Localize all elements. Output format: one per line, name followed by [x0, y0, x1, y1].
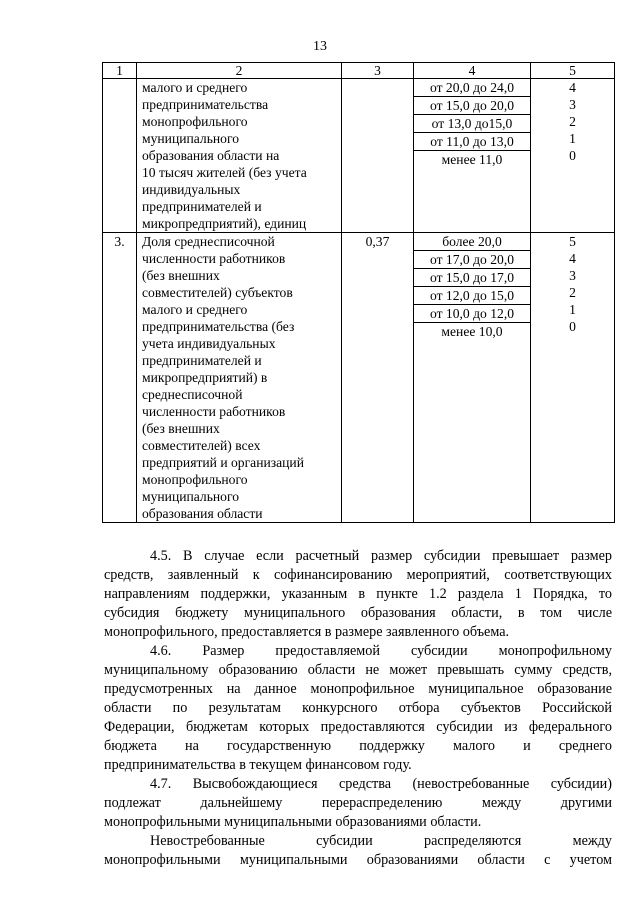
paragraph-4-7	[104, 775, 612, 832]
description-line: микропредприятий) в	[142, 370, 268, 385]
text-line: предпринимательства в текущем финансовом году.	[104, 757, 412, 773]
text-line: подлежат дальнейшему перераспределению между другими	[104, 795, 612, 811]
description-line: 10 тысяч жителей (без учета	[142, 165, 307, 180]
score-value: 1	[569, 131, 576, 146]
score-points	[531, 233, 615, 523]
description-line: предпринимателей и	[142, 353, 262, 368]
text-line: средств, заявленный к софинансированию мероприятий, соответствующих	[104, 567, 612, 583]
score-value: 5	[569, 234, 576, 249]
criterion-description	[137, 233, 342, 523]
description-line: муниципального	[142, 131, 240, 146]
range-value: от 15,0 до 20,0	[414, 97, 530, 115]
score-value: 3	[569, 268, 576, 283]
text-line: бюджета на государственную поддержку малого и среднего	[104, 738, 612, 754]
description-line: совместителей) всех	[142, 438, 261, 453]
score-value: 4	[569, 251, 576, 266]
range-value: более 20,0	[414, 233, 530, 251]
description-line: индивидуальных	[142, 182, 241, 197]
value-ranges	[414, 233, 531, 523]
range-value: менее 10,0	[441, 324, 503, 339]
description-line: малого и среднего	[142, 302, 248, 317]
description-line: малого и среднего	[142, 80, 248, 95]
text-line: монопрофильными муниципальными образованиями области с учетом	[104, 852, 612, 868]
text-line: Невостребованные субсидии распределяются между	[150, 833, 612, 849]
table-row	[103, 79, 615, 233]
header-cell: 3	[342, 63, 414, 79]
description-line: (без внешних	[142, 268, 220, 283]
description-line: предприятий и организаций	[142, 455, 304, 470]
description-line: образования области	[142, 506, 263, 521]
range-value: менее 11,0	[441, 152, 503, 167]
header-cell: 5	[531, 63, 615, 79]
criterion-description	[137, 79, 342, 233]
page-number: 13	[313, 39, 327, 54]
text-line: 4.5. В случае если расчетный размер субсидии превышает размер	[150, 548, 612, 564]
description-line: монопрофильного	[142, 114, 248, 129]
text-line: монопрофильными муниципальными образованиями области.	[104, 814, 482, 830]
paragraph-4-5	[104, 547, 612, 642]
text-line: монопрофильного, предоставляется в размере заявленного объема.	[104, 624, 510, 640]
table-header-row	[103, 63, 615, 79]
range-value: от 10,0 до 12,0	[414, 305, 530, 323]
text-line: области по результатам конкурсного отбора субъектов Российской	[104, 700, 612, 716]
range-value: от 15,0 до 17,0	[414, 269, 530, 287]
range-value: от 11,0 до 13,0	[414, 133, 530, 151]
description-line: Доля среднесписочной	[142, 234, 275, 249]
description-line: образования области на	[142, 148, 280, 163]
description-line: численности работников	[142, 404, 286, 419]
row-number	[103, 79, 137, 233]
header-cell: 4	[414, 63, 531, 79]
table-row	[103, 233, 615, 523]
text-line: 4.6. Размер предоставляемой субсидии монопрофильному	[150, 643, 612, 659]
score-value: 1	[569, 302, 576, 317]
text-line: субсидия бюджету муниципального образования области, в том числе	[104, 605, 612, 621]
score-value: 3	[569, 97, 576, 112]
score-value: 0	[569, 148, 576, 163]
text-line: направлениям поддержки, указанным в пункте 1.2 раздела 1 Порядка, то	[104, 586, 612, 602]
range-value: от 13,0 до15,0	[414, 115, 530, 133]
description-line: совместителей) субъектов	[142, 285, 293, 300]
text-line: муниципальному образованию области не может превышать сумму средств,	[104, 662, 612, 678]
criterion-weight: 0,37	[342, 233, 414, 523]
description-line: численности работников	[142, 251, 286, 266]
paragraph-4-6	[104, 642, 612, 775]
range-value: от 17,0 до 20,0	[414, 251, 530, 269]
header-cell: 1	[103, 63, 137, 79]
description-line: предпринимательства	[142, 97, 269, 112]
range-value: от 20,0 до 24,0	[414, 79, 530, 97]
paragraph-unused-subsidies	[104, 832, 612, 870]
score-value: 2	[569, 114, 576, 129]
score-value: 0	[569, 319, 576, 334]
description-line: (без внешних	[142, 421, 220, 436]
range-value: от 12,0 до 15,0	[414, 287, 530, 305]
text-line: предусмотренных на данное монопрофильное муниципальное образование	[104, 681, 612, 697]
description-line: муниципального	[142, 489, 240, 504]
description-line: учета индивидуальных	[142, 336, 276, 351]
description-line: предпринимателей и	[142, 199, 262, 214]
text-line: 4.7. Высвобождающиеся средства (невостребованные субсидии)	[150, 776, 612, 792]
description-line: монопрофильного	[142, 472, 248, 487]
value-ranges	[414, 79, 531, 233]
header-cell: 2	[137, 63, 342, 79]
description-line: микропредприятий), единиц	[142, 216, 307, 231]
score-points	[531, 79, 615, 233]
criteria-table	[102, 62, 615, 523]
text-line: Федерации, бюджетам которых предоставляются субсидии из федерального	[104, 719, 612, 735]
criterion-weight	[342, 79, 414, 233]
description-line: среднесписочной	[142, 387, 243, 402]
score-value: 4	[569, 80, 576, 95]
row-number: 3.	[103, 233, 137, 523]
description-line: предпринимательства (без	[142, 319, 295, 334]
score-value: 2	[569, 285, 576, 300]
